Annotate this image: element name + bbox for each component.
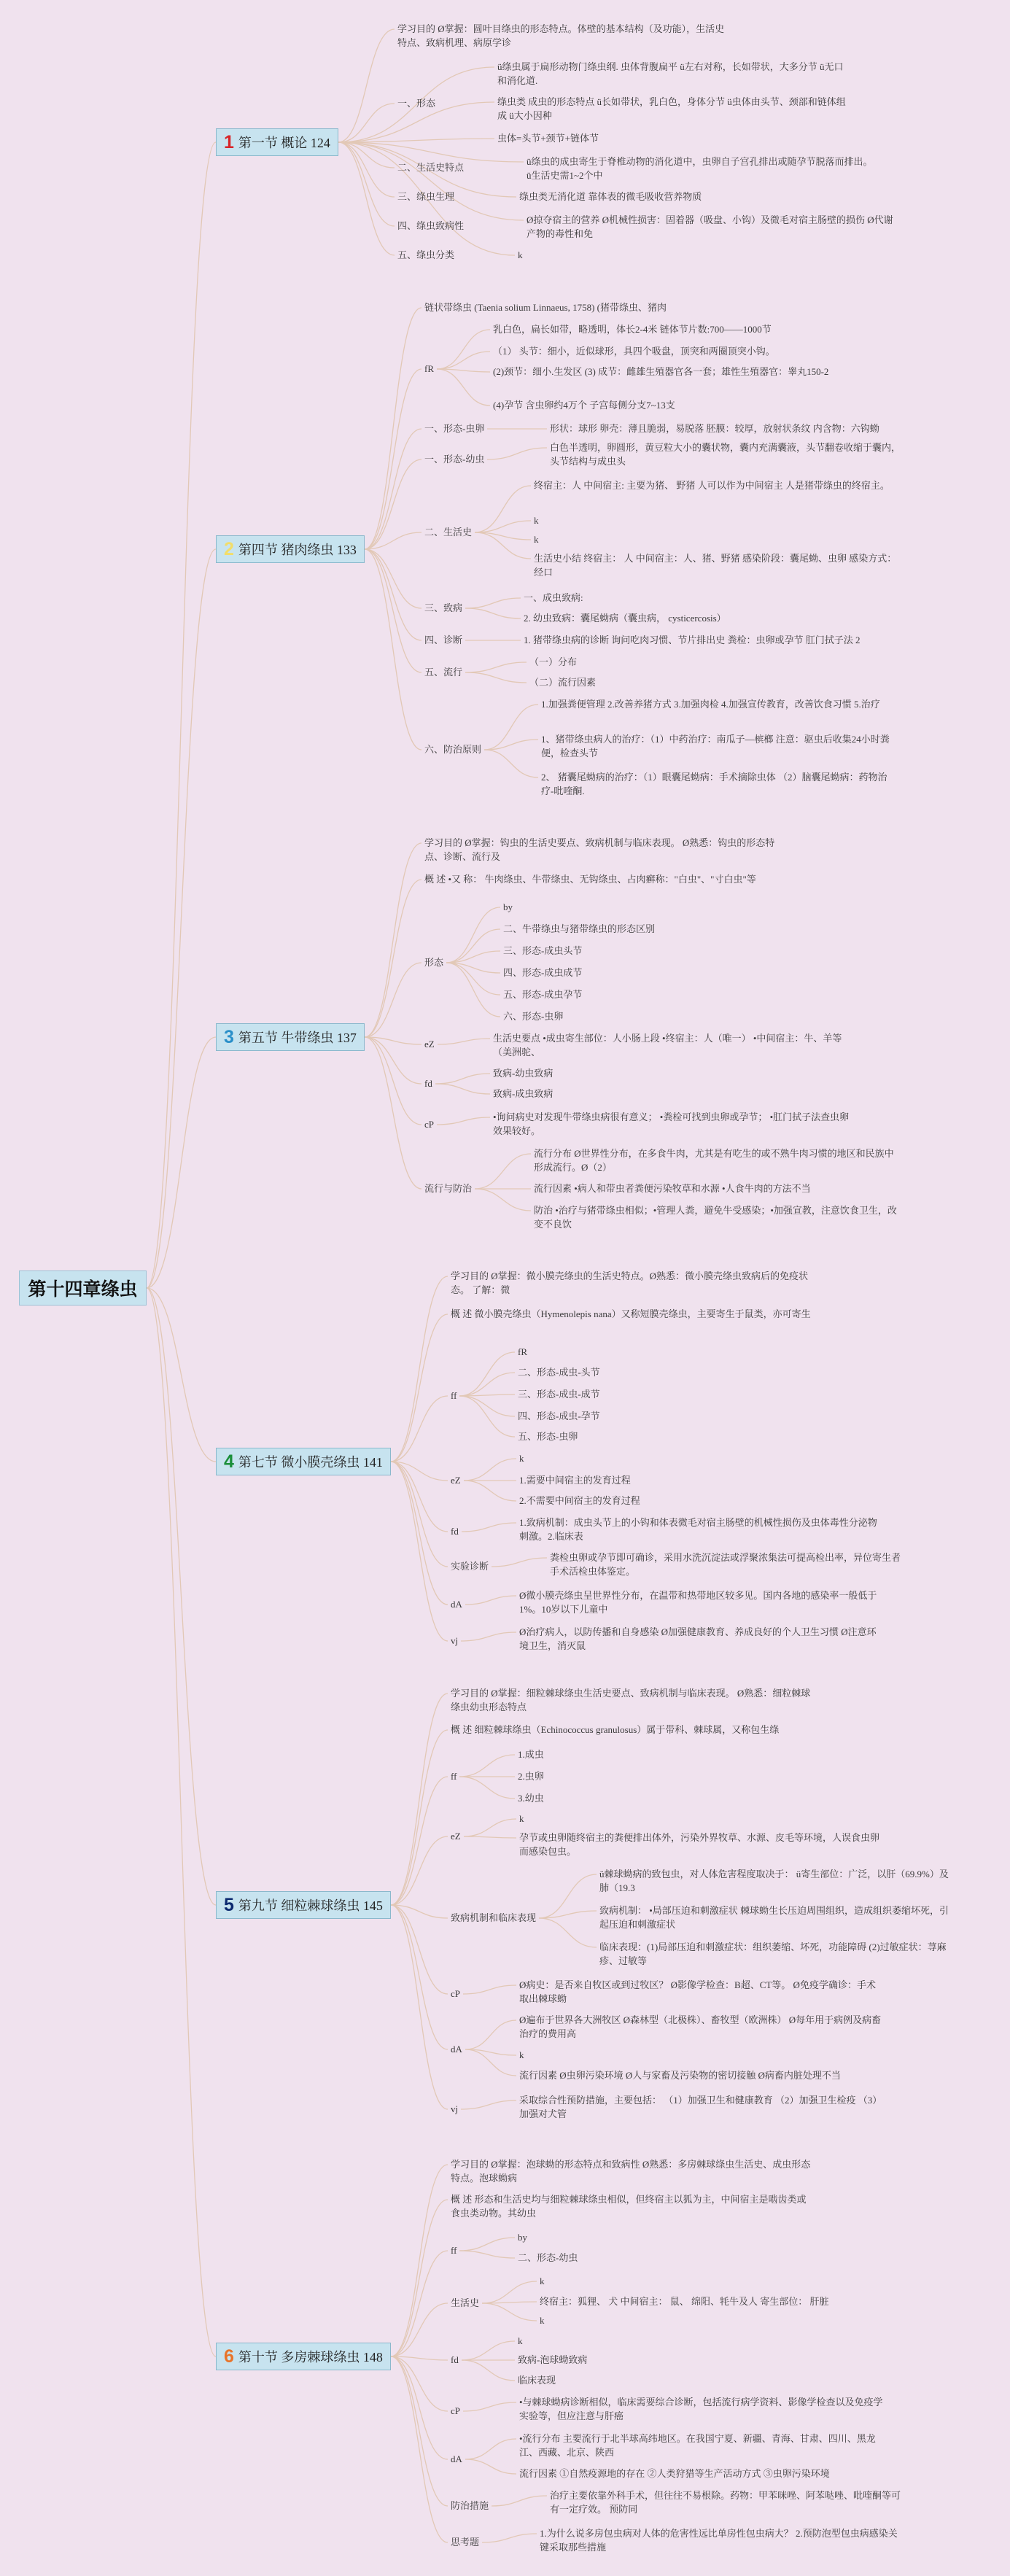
section-to-branch-connector	[391, 1314, 448, 1462]
section-to-branch-connector	[391, 1462, 448, 1567]
section-to-branch-connector	[391, 1694, 448, 1905]
section-to-branch-connector	[365, 880, 422, 1037]
s2-fr-1[interactable]: 乳白色，扁长如带，略透明，体长2-4米 链体节片数:700——1000节	[493, 324, 772, 335]
section-to-branch-connector	[365, 369, 422, 549]
s4-ez-1[interactable]: 1.需要中间宿主的发育过程	[519, 1475, 631, 1486]
s1-branch-pathogenicity[interactable]: 四、绦虫致病性	[397, 220, 465, 231]
branch-to-leaf-connector	[539, 1874, 597, 1918]
s2-pathogenesis-2[interactable]: 2. 幼虫致病：囊尾蚴病（囊虫病， cysticercosis）	[524, 613, 726, 624]
branch-to-leaf-connector	[462, 2341, 515, 2360]
s5-pathogenesis-1[interactable]: ü棘球蚴病的致包虫，对人体危害程度取决于： ü寄生部位：广泛，以肝（69.9%）及肺（19.3	[599, 1869, 949, 1893]
s1-classification-1[interactable]: k	[518, 249, 523, 260]
s2-control-2[interactable]: 1、猪带绦虫病人的治疗：（1）中药治疗：南瓜子—槟榔 注意：驱虫后收集24小时粪便，检查头节	[541, 734, 890, 759]
section-to-branch-connector	[365, 549, 422, 608]
s6-prevention-1[interactable]: 治疗主要依靠外科手术，但往往不易根除。药物：甲苯咪唑、阿苯哒唑、吡喹酮等可有一定疗效。 预防同	[550, 2490, 901, 2515]
s3-fd-1[interactable]: 致病-幼虫致病	[493, 1068, 553, 1079]
branch-to-leaf-connector	[482, 2281, 537, 2303]
section-node-5[interactable]	[216, 1891, 391, 1919]
branch-to-leaf-connector	[482, 2302, 537, 2303]
root-to-section-connector	[147, 1037, 216, 1288]
s3-morphology-1[interactable]: by	[503, 901, 513, 912]
s3-morphology-3[interactable]: 三、形态-成虫头节	[503, 945, 583, 956]
s5-da-3[interactable]: 流行因素 Ø虫卵污染环境 Ø人与家畜及污染物的密切接触 Ø病畜内脏处理不当	[519, 2070, 841, 2081]
s4-fd-1[interactable]: 1.致病机制：成虫头节上的小钩和体表微毛对宿主肠壁的机械性损伤及虫体毒性分泌物刺激。2.临床表	[519, 1517, 877, 1542]
section-to-branch-connector	[365, 532, 422, 549]
root-to-section-connector	[147, 1288, 216, 1462]
branch-to-leaf-connector	[446, 951, 500, 963]
s4-ff-4[interactable]: 五、形态-虫卵	[518, 1431, 578, 1442]
s4-ff-3[interactable]: 四、形态-成虫-孕节	[518, 1411, 600, 1421]
branch-to-leaf-connector	[464, 1819, 516, 1836]
s4-goal[interactable]: 学习目的 Ø掌握：微小膜壳绦虫的生活史特点。Ø熟悉：微小膜壳绦虫致病后的免疫状态。 了解：微	[451, 1270, 809, 1295]
s2-pathogenesis[interactable]: 三、致病	[424, 602, 463, 613]
section-label: 第九节 细粒棘球绦虫 145	[238, 1898, 383, 1913]
section-to-branch-connector	[391, 1276, 448, 1462]
s1-pathogenicity-1[interactable]: Ø掠夺宿主的营养 Ø机械性损害：固着器（吸盘、小钩）及微毛对宿主肠壁的损伤 Ø代谢产物的毒性和免	[527, 214, 893, 239]
section-to-branch-connector	[391, 2356, 448, 2360]
section-to-branch-connector	[391, 1905, 448, 1994]
section-to-branch-connector	[391, 2165, 448, 2356]
s3-goal[interactable]: 学习目的 Ø掌握：钩虫的生活史要点、致病机制与临床表现。 Ø熟悉：钩虫的形态特点、诊断、流行及	[424, 837, 775, 862]
section-to-branch-connector	[391, 1462, 448, 1532]
s6-fd-1[interactable]: 致病-泡球蚴致病	[518, 2354, 588, 2365]
s4-vj[interactable]: vj	[451, 1635, 459, 1646]
section-to-branch-connector	[338, 104, 395, 142]
s3-prevention-1[interactable]: 流行分布 Ø世界性分布，在多食牛肉，尤其是有吃生的或不熟牛肉习惯的地区和民族中形成流行。Ø（2）	[534, 1148, 894, 1173]
s3-fd-2[interactable]: 致病-成虫致病	[493, 1088, 553, 1099]
section-to-branch-connector	[391, 1836, 448, 1905]
s2-larva-1[interactable]: 白色半透明，卵圆形，黄豆粒大小的囊状物，囊内充满囊液，头节翻卷收缩于囊内，头节结构与成虫头	[550, 442, 901, 467]
section-to-leaf-connector	[338, 142, 524, 220]
s3-morphology-2[interactable]: 二、牛带绦虫与猪带绦虫的形态区别	[503, 923, 656, 934]
section-to-branch-connector	[391, 2356, 448, 2542]
s4-vj-1[interactable]: Ø治疗病人，以防传播和自身感染 Ø加强健康教育、养成良好的个人卫生习惯 Ø注意环境卫生，消灭鼠	[519, 1626, 877, 1651]
s3-summary[interactable]: 概 述 •又 称： 牛肉绦虫、牛带绦虫、无钩绦虫、占肉癣称："白虫"、"寸白虫"等	[424, 874, 756, 885]
s4-ez[interactable]: eZ	[451, 1475, 461, 1486]
branch-to-leaf-connector	[482, 2303, 537, 2321]
s2-fr-4[interactable]: (4)孕节 含虫卵约4万个 子宫每侧分支7~13支	[493, 400, 675, 411]
s4-ff-2[interactable]: 三、形态-成虫-成节	[518, 1389, 600, 1400]
branch-to-leaf-connector	[463, 1985, 516, 1994]
section-to-branch-connector	[365, 1037, 422, 1125]
s2-lifecycle-4[interactable]: 生活史小结 终宿主： 人 中间宿主：人、猪、野猪 感染阶段：囊尾蚴、虫卵 感染方式：经口	[534, 553, 897, 578]
s3-ez-1[interactable]: 生活史要点 •成虫寄生部位：人小肠上段 •终宿主：人（唯一） •中间宿主：牛、羊等（美洲驼、	[493, 1033, 842, 1058]
s2-lifecycle-2[interactable]: k	[534, 515, 539, 526]
s2-fr-3[interactable]: (2)颈节：细小.生发区 (3) 成节：雌雄生殖器官各一套；雄性生殖器官：睾丸150-2	[493, 366, 829, 377]
branch-to-leaf-connector	[446, 929, 500, 963]
section-node-6[interactable]	[216, 2343, 391, 2370]
s6-questions-1[interactable]: 1.为什么说多房包虫病对人体的危害性远比单房性包虫病大？ 2.预防泡型包虫病感染关键采取那些措施	[540, 2528, 898, 2553]
s4-ez-0[interactable]: k	[519, 1453, 524, 1464]
branch-to-leaf-connector	[465, 662, 527, 672]
section-to-branch-connector	[365, 549, 422, 750]
branch-to-leaf-connector	[459, 1352, 515, 1396]
branch-to-leaf-connector	[482, 2534, 537, 2542]
branch-to-leaf-connector	[437, 330, 490, 369]
s4-fd[interactable]: fd	[451, 1526, 459, 1537]
s2-name[interactable]: 链状带绦虫 (Taenia solium Linnaeus, 1758) (猪带绦虫、猪肉	[424, 302, 667, 313]
s5-da-2[interactable]: k	[519, 2049, 524, 2060]
s3-ez[interactable]: eZ	[424, 1039, 435, 1050]
branch-to-leaf-connector	[446, 907, 500, 963]
branch-to-leaf-connector	[484, 740, 538, 750]
s2-egg-1[interactable]: 形状：球形 卵壳：薄且脆弱，易脱落 胚膜：较厚，放射状条纹 内含物：六钩蚴	[550, 423, 879, 434]
s3-prevention-2[interactable]: 流行因素 •病人和带虫者粪便污染牧草和水源 •人食牛肉的方法不当	[534, 1183, 811, 1194]
s6-da[interactable]: dA	[451, 2453, 462, 2464]
section-to-branch-connector	[365, 1037, 422, 1044]
s4-da[interactable]: dA	[451, 1599, 462, 1610]
s6-lifecycle[interactable]: 生活史	[451, 2297, 480, 2308]
s3-cp[interactable]: cP	[424, 1119, 434, 1130]
branch-to-leaf-connector	[459, 2238, 515, 2251]
s4-ff-1[interactable]: 二、形态-成虫-头节	[518, 1367, 600, 1378]
branch-to-leaf-connector	[464, 1481, 516, 1501]
s5-ff-1[interactable]: 1.成虫	[518, 1749, 544, 1760]
s6-questions[interactable]: 思考题	[451, 2537, 480, 2548]
s2-diagnosis-1[interactable]: 1. 猪带绦虫病的诊断 询问吃肉习惯、节片排出史 粪检：虫卵或孕节 肛门拭子法 2	[524, 635, 861, 645]
s6-cp-1[interactable]: •与棘球蚴病诊断相似，临床需要综合诊断，包括流行病学资料、影像学检查以及免疫学实验等，但应注意与肝癌	[519, 2397, 883, 2421]
s6-da-2[interactable]: 流行因素 ①自然疫源地的存在 ②人类狩猎等生产活动方式 ③虫卵污染环境	[519, 2468, 830, 2479]
branch-to-leaf-connector	[459, 2251, 515, 2258]
section-to-branch-connector	[391, 2356, 448, 2459]
section-to-branch-connector	[391, 1905, 448, 2049]
s6-ff-1[interactable]: by	[518, 2232, 527, 2243]
branch-to-leaf-connector	[475, 532, 531, 559]
root-node[interactable]: 第十四章绦虫	[19, 1270, 147, 1306]
s1-branch-physiology[interactable]: 三、绦虫生理	[397, 191, 455, 202]
branch-to-leaf-connector	[465, 2049, 516, 2076]
section-to-branch-connector	[365, 549, 422, 672]
section-to-branch-connector	[338, 142, 395, 197]
s6-ff-2[interactable]: 二、形态-幼虫	[518, 2252, 578, 2263]
branch-to-leaf-connector	[459, 1396, 515, 1437]
s2-epidemiology-1[interactable]: （一）分布	[529, 656, 578, 667]
s5-ez-1[interactable]: 孕节或虫卵随终宿主的粪便排出体外，污染外界牧草、水源、皮毛等环境，人误食虫卵而感染包虫。	[519, 1832, 880, 1857]
s5-cp-1[interactable]: Ø病史：是否来自牧区或到过牧区？ Ø影像学检查：B超、CT等。 Ø免疫学确诊：手术取出棘球蚴	[519, 1979, 876, 2004]
branch-to-leaf-connector	[465, 2020, 516, 2049]
section-to-branch-connector	[391, 2303, 448, 2356]
s1-morphology-1[interactable]: ü绦虫属于扁形动物门绦虫纲. 虫体背腹扁平 ü左右对称，长如带状，大多分节 ü无口和消化道.	[497, 61, 844, 86]
root-to-section-connector	[147, 1288, 216, 2356]
branch-to-leaf-connector	[438, 1039, 490, 1044]
s2-control[interactable]: 六、防治原则	[424, 744, 482, 755]
section-node-2[interactable]	[216, 535, 365, 563]
s3-morphology-6[interactable]: 六、形态-虫卵	[503, 1011, 564, 1022]
s6-da-1[interactable]: •流行分布 主要流行于北半球高纬地区。在我国宁夏、新疆、青海、甘肃、四川、黑龙江、西藏、北京、陕西	[519, 2433, 876, 2458]
branch-to-leaf-connector	[484, 750, 538, 777]
section-to-branch-connector	[391, 2251, 448, 2356]
branch-to-leaf-connector	[437, 352, 490, 369]
s3-fd[interactable]: fd	[424, 1078, 432, 1089]
section-to-branch-connector	[338, 29, 395, 142]
s2-egg[interactable]: 一、形态-虫卵	[424, 423, 485, 434]
s4-ez-2[interactable]: 2.不需要中间宿主的发育过程	[519, 1495, 640, 1506]
s2-epidemiology-2[interactable]: （二）流行因素	[529, 677, 597, 688]
s5-cp[interactable]: cP	[451, 1988, 460, 1999]
section-to-branch-connector	[391, 2356, 448, 2411]
s1-branch-morphology[interactable]: 一、形态	[397, 98, 436, 109]
branch-to-leaf-connector	[539, 1918, 597, 1947]
branch-to-leaf-connector	[459, 1394, 515, 1396]
branch-to-leaf-connector	[435, 1084, 490, 1094]
section-to-branch-connector	[338, 142, 395, 226]
s4-lab-diagnosis[interactable]: 实验诊断	[451, 1561, 489, 1572]
s5-da-1[interactable]: Ø遍布于世界各大洲牧区 Ø森林型（北极株）、畜牧型（欧洲株） Ø每年用于病例及病畜治疗的费用高	[519, 2014, 882, 2039]
s2-control-3[interactable]: 2、 猪囊尾蚴病的治疗：（1）眼囊尾蚴病：手术摘除虫体 （2）脑囊尾蚴病：药物治疗-吡喹酮.	[541, 772, 887, 796]
s2-larva[interactable]: 一、形态-幼虫	[424, 454, 485, 465]
s6-cp[interactable]: cP	[451, 2405, 460, 2416]
s6-lifecycle-1[interactable]: k	[540, 2276, 545, 2286]
s1-lifecycle-1[interactable]: ü绦虫的成虫寄生于脊椎动物的消化道中，虫卵自子宫孔排出或随孕节脱落而排出。ü生活史需1~2个中	[527, 156, 873, 181]
s5-pathogenesis-3[interactable]: 临床表现：(1)局部压迫和刺激症状：组织萎缩、坏死，功能障碍 (2)过敏症状：荨麻疹、过敏等	[599, 1941, 947, 1966]
section-to-branch-connector	[391, 1462, 448, 1481]
s5-goal[interactable]: 学习目的 Ø掌握：细粒棘球绦虫生活史要点、致病机制与临床表现。 Ø熟悉：细粒棘球绦虫幼虫形态特点	[451, 1688, 811, 1712]
s5-ff[interactable]: ff	[451, 1771, 457, 1782]
s4-ff[interactable]: ff	[451, 1390, 457, 1401]
branch-to-leaf-connector	[484, 705, 538, 750]
s5-summary[interactable]: 概 述 细粒棘球绦虫（Echinococcus granulosus）属于带科、棘球属，又称包生绦	[451, 1724, 780, 1735]
section-to-branch-connector	[391, 1905, 448, 1918]
branch-to-leaf-connector	[437, 369, 490, 372]
section-to-branch-connector	[391, 1730, 448, 1905]
s5-pathogenesis-2[interactable]: 致病机制： •局部压迫和刺激症状 棘球蚴生长压迫周围组织，造成组织萎缩坏死，引起压迫和刺激症状	[599, 1905, 949, 1930]
section-to-branch-connector	[338, 142, 395, 168]
s2-fr[interactable]: fR	[424, 363, 434, 374]
root-to-section-connector	[147, 142, 216, 1288]
section-to-branch-connector	[391, 2200, 448, 2356]
s1-morphology-2[interactable]: 绦虫类 成虫的形态特点 ü长如带状，乳白色，身体分节 ü虫体由头节、颈部和链体组成 ü大小因种	[497, 96, 846, 121]
branch-to-leaf-connector	[539, 1911, 597, 1918]
s6-fd-2[interactable]: 临床表现	[518, 2375, 556, 2386]
branch-to-leaf-connector	[462, 2360, 515, 2381]
s6-fd[interactable]: fd	[451, 2354, 459, 2365]
section-number: 3	[224, 1026, 234, 1047]
branch-to-leaf-connector	[464, 1836, 516, 1838]
s6-ff[interactable]: ff	[451, 2245, 457, 2256]
s3-morphology-4[interactable]: 四、形态-成虫成节	[503, 967, 583, 978]
s4-lab-diagnosis-1[interactable]: 粪检虫卵或孕节即可确诊，采用水洗沉淀法或浮聚浓集法可提高检出率，异位寄生者手术活检虫体鉴定。	[550, 1552, 901, 1577]
section-number: 4	[224, 1451, 234, 1472]
section-number: 2	[224, 538, 234, 559]
s2-lifecycle-1[interactable]: 终宿主：人 中间宿主: 主要为猪、 野猪 人可以作为中间宿主 人是猪带绦虫的终宿主。	[534, 480, 890, 491]
branch-to-leaf-connector	[459, 1755, 515, 1777]
s5-pathogenesis[interactable]: 致病机制和临床表现	[451, 1912, 537, 1923]
section-to-branch-connector	[391, 1905, 448, 2109]
section-number: 5	[224, 1894, 234, 1915]
section-label: 第四节 猪肉绦虫 133	[238, 543, 357, 557]
s6-prevention[interactable]: 防治措施	[451, 2500, 489, 2511]
section-label: 第五节 牛带绦虫 137	[238, 1031, 357, 1045]
s2-fr-2[interactable]: （1） 头节：细小，近似球形，具四个吸盘，顶突和两圈顶突小钩。	[493, 346, 775, 357]
section-node-1[interactable]	[216, 128, 338, 156]
branch-to-leaf-connector	[461, 1632, 516, 1641]
branch-to-leaf-connector	[475, 1154, 531, 1189]
branch-to-leaf-connector	[463, 2402, 516, 2411]
branch-to-leaf-connector	[465, 598, 521, 608]
branch-to-leaf-connector	[465, 608, 521, 618]
branch-to-leaf-connector	[465, 2049, 516, 2055]
branch-to-leaf-connector	[446, 963, 500, 1017]
section-label: 第七节 微小膜壳绦虫 141	[238, 1455, 383, 1470]
section-to-branch-connector	[365, 1037, 422, 1189]
s5-ez-0[interactable]: k	[519, 1813, 524, 1824]
branch-to-leaf-connector	[459, 1396, 515, 1416]
branch-to-leaf-connector	[435, 1074, 490, 1084]
section-to-branch-connector	[365, 843, 422, 1037]
s2-control-1[interactable]: 1.加强粪便管理 2.改善养猪方式 3.加强肉检 4.加强宣传教育，改善饮食习惯 5.治疗	[541, 699, 880, 710]
s6-goal[interactable]: 学习目的 Ø掌握：泡球蚴的形态特点和致病性 Ø熟悉：多房棘球绦虫生活史、成虫形态特点。泡球蚴病	[451, 2159, 811, 2184]
branch-to-leaf-connector	[475, 521, 531, 532]
s6-fd-0[interactable]: k	[518, 2335, 523, 2346]
s3-morphology[interactable]: 形态	[424, 957, 444, 968]
s3-prevention-3[interactable]: 防治 •治疗与猪带绦虫相似；•管理人粪，避免牛受感染；•加强宣教，注意饮食卫生，改变不良饮	[534, 1205, 897, 1230]
s2-epidemiology[interactable]: 五、流行	[424, 667, 463, 678]
s4-summary[interactable]: 概 述 微小膜壳绦虫（Hymenolepis nana）又称短膜壳绦虫，主要寄生于鼠类，亦可寄生	[451, 1308, 811, 1319]
branch-to-leaf-connector	[462, 1523, 516, 1532]
root-to-section-connector	[147, 549, 216, 1288]
branch-to-leaf-connector	[459, 1373, 515, 1396]
section-to-branch-connector	[338, 142, 395, 255]
s2-pathogenesis-1[interactable]: 一、成虫致病:	[524, 592, 583, 603]
section-to-branch-connector	[391, 1462, 448, 1605]
section-to-branch-connector	[365, 308, 422, 549]
s3-cp-1[interactable]: •询问病史对发现牛带绦虫病很有意义； •粪检可找到虫卵或孕节； •肛门拭子法查虫卵效果较好。	[493, 1112, 850, 1136]
section-to-branch-connector	[391, 2356, 448, 2506]
s6-summary[interactable]: 概 述 形态和生活史均与细粒棘球绦虫相似，但终宿主以狐为主，中间宿主是啮齿类或食虫类动物。其幼虫	[451, 2194, 807, 2219]
s2-lifecycle[interactable]: 二、生活史	[424, 527, 473, 538]
s6-lifecycle-2[interactable]: 终宿主：狐狸、 犬 中间宿主： 鼠、 绵阳、牦牛及人 寄生部位： 肝脏	[540, 2296, 829, 2307]
branch-to-leaf-connector	[465, 2459, 516, 2474]
section-to-branch-connector	[391, 1396, 448, 1462]
s4-ff-0[interactable]: fR	[518, 1346, 527, 1357]
section-to-branch-connector	[365, 549, 422, 640]
s6-lifecycle-3[interactable]: k	[540, 2315, 545, 2326]
branch-to-leaf-connector	[446, 963, 500, 973]
s4-da-1[interactable]: Ø微小膜壳绦虫呈世界性分布，在温带和热带地区较多见。国内各地的感染率一般低于1%。10岁以下儿童中	[519, 1590, 877, 1615]
branch-to-leaf-connector	[465, 2439, 516, 2459]
section-label: 第一节 概论 124	[238, 136, 330, 150]
s2-diagnosis[interactable]: 四、诊断	[424, 635, 463, 645]
branch-to-leaf-connector	[461, 2100, 516, 2109]
branch-to-leaf-connector	[492, 1558, 547, 1567]
branch-to-leaf-connector	[437, 1117, 490, 1125]
branch-to-leaf-connector	[487, 448, 547, 459]
branch-to-leaf-connector	[464, 1459, 516, 1481]
branch-to-leaf-connector	[446, 963, 500, 995]
branch-to-leaf-connector	[459, 1777, 515, 1799]
section-to-leaf-connector	[338, 139, 494, 142]
s1-branch-classification[interactable]: 五、绦虫分类	[397, 249, 455, 260]
s5-ff-3[interactable]: 3.幼虫	[518, 1793, 544, 1804]
s3-morphology-5[interactable]: 五、形态-成虫孕节	[503, 989, 583, 1000]
s5-ez[interactable]: eZ	[451, 1831, 461, 1842]
section-node-4[interactable]	[216, 1448, 391, 1475]
s2-lifecycle-3[interactable]: k	[534, 534, 539, 545]
section-number: 6	[224, 2346, 234, 2367]
section-to-branch-connector	[365, 1037, 422, 1084]
section-to-branch-connector	[391, 1462, 448, 1641]
branch-to-leaf-connector	[437, 369, 490, 406]
section-label: 第十节 多房棘球绦虫 148	[238, 2350, 383, 2364]
s3-prevention[interactable]: 流行与防治	[424, 1183, 473, 1194]
section-to-branch-connector	[365, 429, 422, 549]
s1-physiology-1[interactable]: 绦虫类无消化道 靠体表的微毛吸收营养物质	[519, 191, 702, 202]
section-to-branch-connector	[391, 1777, 448, 1905]
branch-to-leaf-connector	[492, 2496, 547, 2506]
branch-to-leaf-connector	[475, 532, 531, 540]
section-node-3[interactable]	[216, 1023, 365, 1051]
section-to-branch-connector	[365, 963, 422, 1037]
s1-morphology-3[interactable]: 虫体=头节+颈节+链体节	[497, 133, 599, 144]
s5-vj[interactable]: vj	[451, 2103, 459, 2114]
section-to-leaf-connector	[338, 142, 524, 162]
root-to-section-connector	[147, 1288, 216, 1905]
s1-branch-lifecycle[interactable]: 二、生活史特点	[397, 162, 465, 173]
section-to-branch-connector	[365, 459, 422, 549]
s5-ff-2[interactable]: 2.虫卵	[518, 1771, 544, 1782]
s5-vj-1[interactable]: 采取综合性预防措施，主要包括： （1）加强卫生和健康教育 （2）加强卫生检疫 （3）加强对犬管	[519, 2095, 882, 2119]
branch-to-leaf-connector	[475, 1189, 531, 1211]
branch-to-leaf-connector	[465, 1596, 516, 1605]
s5-da[interactable]: dA	[451, 2044, 462, 2055]
branch-to-leaf-connector	[465, 672, 527, 683]
section-number: 1	[224, 131, 234, 152]
branch-to-leaf-connector	[475, 486, 531, 532]
s1-goal[interactable]: 学习目的 Ø掌握：圆叶目绦虫的形态特点。体壁的基本结构（及功能），生活史特点、致病机理、病原学诊	[397, 23, 725, 48]
